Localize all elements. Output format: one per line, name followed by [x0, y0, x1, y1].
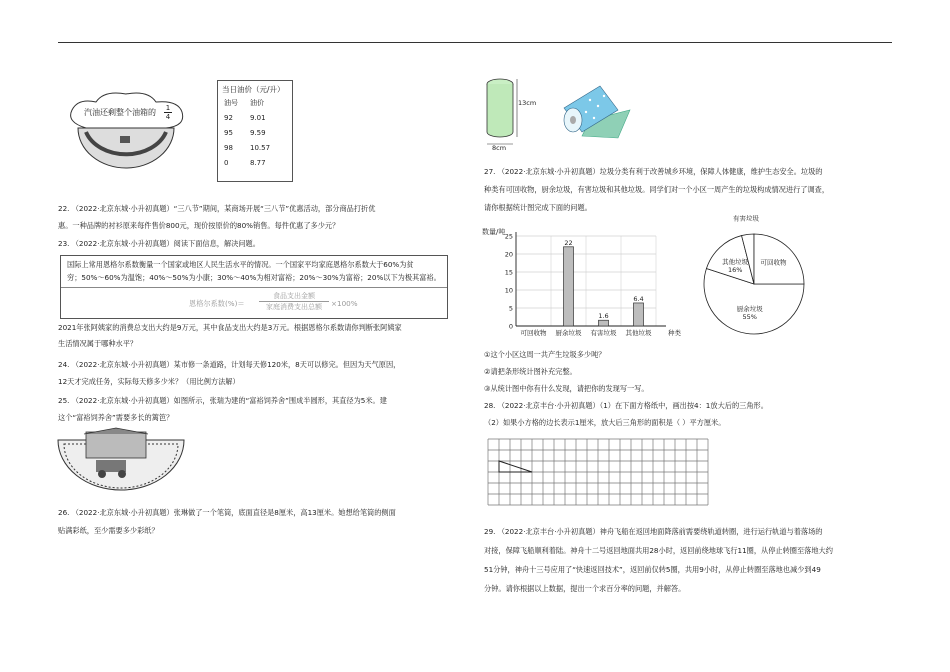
cell: 9.01 — [250, 113, 266, 122]
triangle-shape — [499, 461, 532, 472]
square-grid-paper — [487, 438, 709, 514]
formula-rhs: ×100% — [331, 299, 358, 308]
q26-line2: 贴满彩纸，至少需要多少彩纸？ — [58, 526, 159, 535]
oil-price-table — [218, 95, 276, 170]
formula-row — [61, 287, 447, 318]
cylinder-diameter-label: 8cm — [492, 144, 507, 152]
header-rule — [58, 42, 892, 43]
q22-line2: 惠。一种品牌的衬衫原来每件售价800元，现价按原价的80%销售。每件优惠了多少元？ — [58, 221, 340, 230]
formula-lhs: 恩格尔系数(%)＝ — [189, 299, 245, 308]
pie-slice-percent: 16% — [727, 265, 743, 274]
pie-chart-svg — [690, 214, 820, 342]
y-tick-label: 15 — [504, 268, 513, 277]
q27-line1: 27. （2022·北京东城·小升初真题）垃圾分类有利于改善城乡环境，保障人体健康，维护生态安全。垃圾的 — [484, 167, 823, 176]
fuel-gauge-svg — [56, 88, 196, 170]
wrapping-paper-roll-figure — [560, 82, 632, 140]
q22-line1: 22. （2022·北京东城·小升初真题）“三八节”期间，某商场开展“三八节”优惠活动，部分商品打折优 — [58, 204, 376, 213]
fraction-numerator: 1 — [165, 104, 171, 112]
table-row — [218, 110, 276, 125]
cell: 95 — [224, 128, 233, 137]
cell: 92 — [224, 113, 233, 122]
engel-info-line1: 国际上常用恩格尔系数衡量一个国家或地区人民生活水平的情况。一个国家平均家庭恩格尔系数大于60%为贫 — [67, 260, 414, 269]
x-tick-label: 可回收物 — [520, 329, 547, 337]
q25-line1: 25. （2022·北京东城·小升初真题）如图所示，张瑞为建的“富裕饲养舍”围成半圆形，其直径为5米。建 — [58, 396, 387, 405]
q24-line1: 24. （2022·北京东城·小升初真题）某市修一条道路，计划每天修120米，8天可以修完。但因为天气原因， — [58, 360, 401, 369]
q27-sub2: ②请把条形统计图补充完整。 — [484, 367, 577, 376]
pie-slice-label: 有害垃圾 — [732, 214, 759, 223]
q25-line2: 这个“富裕饲养舍”需要多长的篱笆？ — [58, 413, 174, 422]
cell: 9.59 — [250, 128, 266, 137]
bar — [564, 247, 574, 326]
q29-line2: 对接，保障飞船顺利着陆。神舟十二号返回地面共用28小时，返回前绕地球飞行11圈，从停止转圈至落地大约 — [484, 546, 833, 555]
q24-line2: 12天才完成任务，实际每天修多少米？（用比例方法解） — [58, 377, 240, 386]
q28-line2: （2）如果小方格的边长表示1厘米，放大后三角形的面积是（ ）平方厘米。 — [484, 418, 726, 427]
livestock-pen-figure — [56, 430, 186, 492]
fraction-denominator: 4 — [165, 113, 171, 121]
pie-slice-label: 厨余垃圾 — [736, 305, 763, 314]
engel-info-line2: 穷；50%～60%为温饱；40%～50%为小康；30%～40%为相对富裕；20%～30%为富裕；20%以下为极其富裕。 — [67, 273, 441, 282]
y-tick-label: 5 — [508, 304, 513, 313]
q29-line4: 分钟。请你根据以上数据，提出一个求百分率的问题，并解答。 — [484, 584, 686, 593]
bar-value-label: 22 — [564, 238, 573, 247]
gauge-bubble-text: 汽油还剩整个油箱的 — [84, 108, 156, 117]
q29-line3: 51分钟，神舟十三号应用了“快速返回技术”，返回前仅转5圈，共用9小时，从停止转圈至落地也减少到49 — [484, 565, 821, 574]
pen-holder-cylinder-figure — [482, 74, 544, 152]
q27-line3: 请你根据统计图完成下面的问题。 — [484, 203, 592, 212]
bar-value-label: 6.4 — [633, 294, 644, 303]
col-fuel-grade: 油号 — [224, 98, 238, 107]
gauge-fraction — [164, 104, 172, 121]
y-tick-label: 25 — [504, 232, 513, 241]
table-row — [218, 155, 276, 170]
cell: 8.77 — [250, 158, 266, 167]
grid-paper-svg — [487, 438, 709, 514]
q28-line1: 28. （2022·北京丰台·小升初真题）（1）在下面方格纸中，画出按4：1放大后的三角形。 — [484, 401, 768, 410]
col-price: 油价 — [250, 98, 264, 107]
q23-line3: 生活情况属于哪种水平？ — [58, 339, 138, 348]
cell: 98 — [224, 143, 233, 152]
x-axis-label: 种类 — [668, 329, 681, 337]
pie-slice-percent: 55% — [742, 313, 757, 322]
formula-fraction — [259, 291, 329, 312]
paper-roll-svg — [560, 82, 632, 140]
formula-numerator: 食品支出金额 — [273, 292, 315, 300]
cylinder-height-label: 13cm — [518, 99, 537, 107]
bar — [599, 320, 609, 326]
fuel-gauge-figure — [56, 88, 196, 170]
x-tick-label: 有害垃圾 — [590, 329, 617, 337]
engel-info-box — [60, 255, 448, 319]
x-tick-label: 厨余垃圾 — [555, 329, 582, 337]
q29-line1: 29. （2022·北京丰台·小升初真题）神舟飞船在返回地面降落前需要绕轨道转圈，进行运行轨道与着落场的 — [484, 527, 823, 536]
table-row — [218, 140, 276, 155]
oil-table-title: 当日油价（元/升） — [222, 85, 285, 94]
bar-chart-svg — [482, 222, 681, 340]
cell: 10.57 — [250, 143, 271, 152]
garbage-bar-chart — [482, 222, 681, 340]
bar — [634, 303, 644, 326]
bar-value-label: 1.6 — [598, 312, 609, 321]
oil-price-table-box — [217, 80, 293, 182]
formula-denominator: 家庭消费支出总额 — [259, 301, 329, 312]
y-tick-label: 0 — [508, 322, 513, 331]
y-tick-label: 20 — [504, 250, 513, 259]
livestock-pen-svg — [56, 430, 186, 492]
cylinder-svg — [482, 74, 544, 152]
garbage-pie-chart — [690, 214, 820, 342]
q27-line2: 种类有可回收物，厨余垃圾，有害垃圾和其他垃圾。同学们对一个小区一周产生的垃圾构成情况进行了调查， — [484, 185, 830, 194]
pie-slice-label: 其他垃圾 — [722, 257, 749, 266]
q23-line2: 2021年张阿姨家的消费总支出大约是9万元，其中食品支出大约是3万元。根据恩格尔系数请你判断张阿姨家 — [58, 323, 402, 332]
table-row — [218, 125, 276, 140]
q27-sub1: ①这个小区这周一共产生垃圾多少吨？ — [484, 350, 606, 359]
y-tick-label: 10 — [504, 286, 513, 295]
q27-sub3: ③从统计图中你有什么发现，请把你的发现写一写。 — [484, 384, 649, 393]
pie-slice-label: 可回收物 — [760, 258, 787, 267]
y-axis-label: 数量/吨 — [482, 228, 506, 236]
q26-line1: 26. （2022·北京东城·小升初真题）张琳做了一个笔筒，底面直径是8厘米，高13厘米。她想给笔筒的侧面 — [58, 508, 396, 517]
cell: 0 — [224, 158, 229, 167]
q23-line1: 23. （2022·北京东城·小升初真题）阅读下面信息，解决问题。 — [58, 239, 260, 248]
table-header-row — [218, 95, 276, 110]
x-tick-label: 其他垃圾 — [625, 329, 652, 337]
